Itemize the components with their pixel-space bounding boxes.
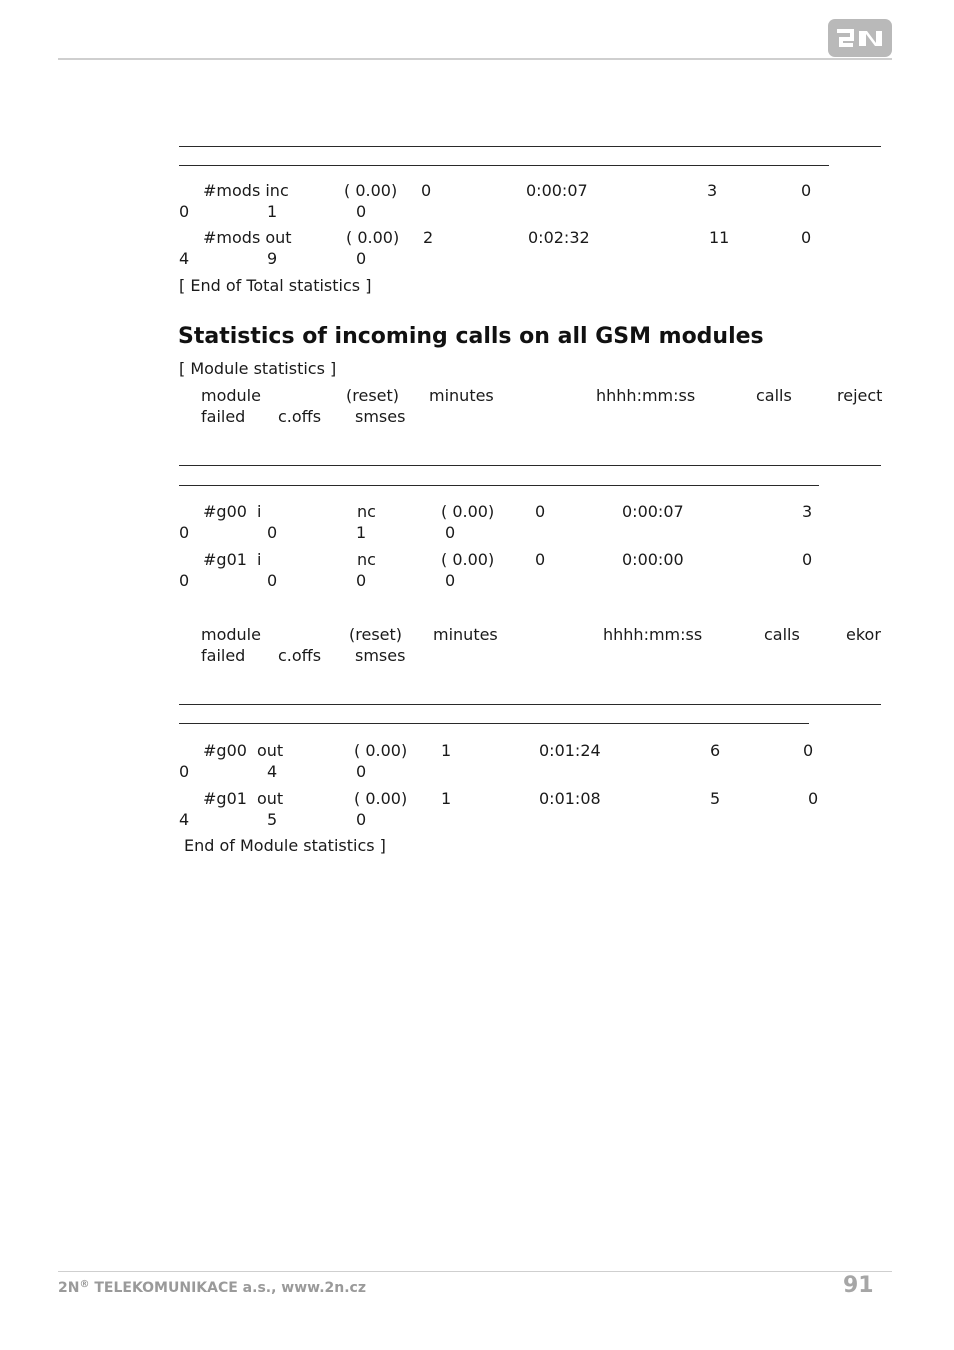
cell-type: nc bbox=[357, 550, 376, 569]
cell-calls: 11 bbox=[709, 228, 730, 247]
registered-mark: ® bbox=[79, 1279, 90, 1290]
col-header-smses: smses bbox=[355, 407, 406, 426]
cell-coffs: 1 bbox=[267, 202, 278, 221]
logo-2n-mark bbox=[828, 19, 892, 57]
cell-calls: 0 bbox=[802, 550, 813, 569]
col-header-duration: hhhh:mm:ss bbox=[603, 625, 703, 644]
cell-failed: 4 bbox=[179, 810, 190, 829]
cell-module: #mods out bbox=[203, 228, 292, 247]
cell-reject: 0 bbox=[179, 523, 190, 542]
col-header-minutes: minutes bbox=[433, 625, 498, 644]
cell-smses: 0 bbox=[356, 762, 367, 781]
cell-direction: out bbox=[257, 741, 284, 760]
dash-separator-line bbox=[179, 485, 819, 486]
cell-smses: 0 bbox=[356, 249, 367, 268]
col-header-coffs: c.offs bbox=[278, 646, 322, 665]
cell-module: #g01 bbox=[203, 789, 247, 808]
cell-direction: i bbox=[257, 502, 262, 521]
cell-ekor: 0 bbox=[803, 741, 814, 760]
dash-separator-line bbox=[179, 146, 881, 147]
cell-minutes: 2 bbox=[423, 228, 434, 247]
cell-direction: i bbox=[257, 550, 262, 569]
col-header-smses: smses bbox=[355, 646, 406, 665]
cell-reject: 0 bbox=[801, 228, 812, 247]
cell-duration: 0:00:07 bbox=[526, 181, 588, 200]
dash-separator-line bbox=[179, 465, 881, 466]
cell-coffs: 4 bbox=[267, 762, 278, 781]
section-heading: Statistics of incoming calls on all GSM modules bbox=[178, 324, 764, 349]
cell-minutes: 0 bbox=[535, 502, 546, 521]
module-statistics-label: [ Module statistics ] bbox=[179, 359, 337, 378]
cell-minutes: 0 bbox=[421, 181, 432, 200]
cell-direction: out bbox=[257, 789, 284, 808]
cell-reset: ( 0.00) bbox=[354, 789, 408, 808]
cell-reset: ( 0.00) bbox=[441, 550, 495, 569]
cell-smses: 0 bbox=[356, 810, 367, 829]
col-header-reset: (reset) bbox=[349, 625, 403, 644]
cell-failed: 0 bbox=[179, 202, 190, 221]
col-header-module: module bbox=[201, 386, 261, 405]
col-header-duration: hhhh:mm:ss bbox=[596, 386, 696, 405]
cell-module: #g00 bbox=[203, 502, 247, 521]
footer-company-rest: TELEKOMUNIKACE a.s., www.2n.cz bbox=[89, 1280, 366, 1296]
cell-failed: 0 bbox=[267, 523, 278, 542]
end-module-statistics: End of Module statistics ] bbox=[184, 836, 386, 855]
cell-module: #g01 bbox=[203, 550, 247, 569]
cell-coffs: 1 bbox=[356, 523, 367, 542]
header-rule bbox=[58, 58, 892, 60]
cell-type: nc bbox=[357, 502, 376, 521]
footer-company bbox=[58, 1279, 366, 1296]
col-header-coffs: c.offs bbox=[278, 407, 322, 426]
col-header-calls: calls bbox=[756, 386, 792, 405]
cell-reject: 0 bbox=[179, 571, 190, 590]
col-header-module: module bbox=[201, 625, 261, 644]
cell-failed: 0 bbox=[267, 571, 278, 590]
cell-duration: 0:01:08 bbox=[539, 789, 601, 808]
cell-module: #g00 bbox=[203, 741, 247, 760]
cell-reset: ( 0.00) bbox=[354, 741, 408, 760]
cell-duration: 0:00:07 bbox=[622, 502, 684, 521]
cell-calls: 3 bbox=[707, 181, 718, 200]
cell-smses: 0 bbox=[356, 202, 367, 221]
dash-separator-line bbox=[179, 723, 809, 724]
cell-calls: 5 bbox=[710, 789, 721, 808]
dash-separator-line bbox=[179, 704, 881, 705]
cell-failed: 4 bbox=[179, 249, 190, 268]
cell-smses: 0 bbox=[445, 571, 456, 590]
cell-failed: 0 bbox=[179, 762, 190, 781]
cell-minutes: 0 bbox=[535, 550, 546, 569]
cell-reject: 0 bbox=[801, 181, 812, 200]
cell-duration: 0:01:24 bbox=[539, 741, 601, 760]
cell-ekor: 0 bbox=[808, 789, 819, 808]
cell-duration: 0:00:00 bbox=[622, 550, 684, 569]
cell-calls: 3 bbox=[802, 502, 813, 521]
col-header-ekor: ekor bbox=[846, 625, 881, 644]
cell-reset: ( 0.00) bbox=[346, 228, 400, 247]
col-header-reject: reject bbox=[837, 386, 883, 405]
company-logo bbox=[828, 19, 892, 57]
cell-calls: 6 bbox=[710, 741, 721, 760]
col-header-calls: calls bbox=[764, 625, 800, 644]
cell-coffs: 0 bbox=[356, 571, 367, 590]
col-header-failed: failed bbox=[201, 646, 246, 665]
cell-reset: ( 0.00) bbox=[441, 502, 495, 521]
page-number: 91 bbox=[843, 1273, 874, 1298]
col-header-minutes: minutes bbox=[429, 386, 494, 405]
cell-coffs: 9 bbox=[267, 249, 278, 268]
footer-company-prefix: 2N bbox=[58, 1280, 80, 1296]
col-header-reset: (reset) bbox=[346, 386, 400, 405]
end-total-statistics: [ End of Total statistics ] bbox=[179, 276, 372, 295]
cell-minutes: 1 bbox=[441, 741, 452, 760]
cell-reset: ( 0.00) bbox=[344, 181, 398, 200]
footer-rule bbox=[58, 1271, 892, 1272]
cell-module: #mods inc bbox=[203, 181, 289, 200]
cell-duration: 0:02:32 bbox=[528, 228, 590, 247]
dash-separator-line bbox=[179, 165, 829, 166]
cell-coffs: 5 bbox=[267, 810, 278, 829]
cell-minutes: 1 bbox=[441, 789, 452, 808]
cell-smses: 0 bbox=[445, 523, 456, 542]
col-header-failed: failed bbox=[201, 407, 246, 426]
